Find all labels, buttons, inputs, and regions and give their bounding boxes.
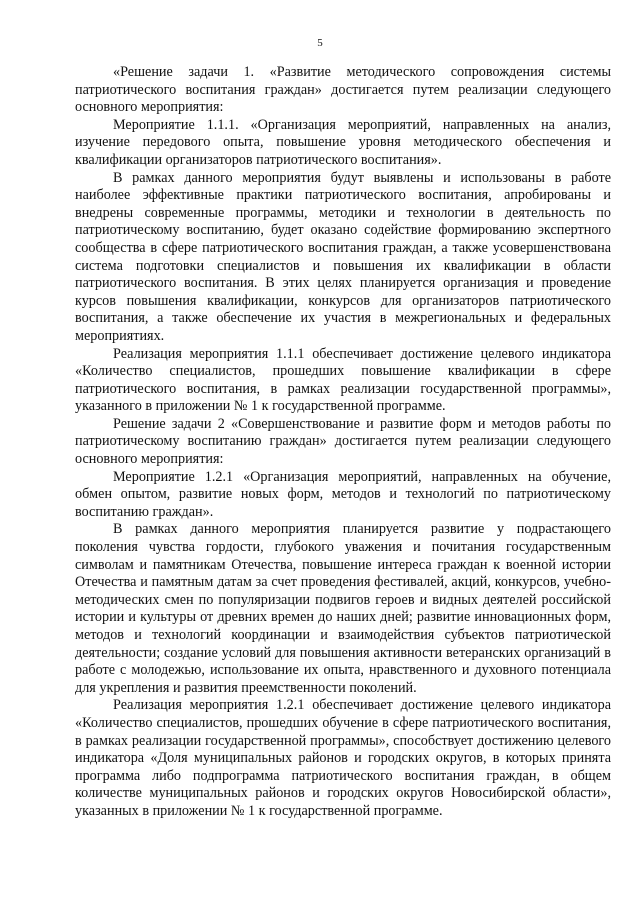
paragraph-task-1-intro: «Решение задачи 1. «Развитие методического сопровождения системы патриотического воспитания граждан» достигается путем реализации следующего основного мероприятия:	[75, 64, 611, 116]
document-body	[75, 64, 611, 821]
paragraph-measure-1-2-1: Мероприятие 1.2.1 «Организация мероприятий, направленных на обучение, обмен опытом, развитие новых форм, методов и технологий по патриотическому воспитанию граждан».	[75, 468, 611, 520]
paragraph-measure-1-2-1-indicator: Реализация мероприятия 1.2.1 обеспечивает достижение целевого индикатора «Количество специалистов, прошедших обучение в сфере патриотического воспитания, в рамках реализации государственной программы», способствует достижению целевого индикатора «Доля муниципальных районов и городских округов, в которых принята программа либо подпрограмма патриотического воспитания граждан, в общем количестве муниципальных районов и городских округов Новосибирской области», указанных в приложении № 1 к государственной программе.	[75, 697, 611, 819]
paragraph-measure-1-2-1-details: В рамках данного мероприятия планируется развитие у подрастающего поколения чувства гордости, глубокого уважения и почитания государственным символам и памятникам Отечества, повышение интереса граждан к военной истории Отечества и памятным датам за счет проведения фестивалей, акций, конкурсов, учебно-методических смен по популяризации подвигов героев и видных деятелей российской истории и культуры от древних времен до наших дней; развитие инновационных форм, методов и технологий координации и взаимодействия субъектов патриотической деятельности; создание условий для повышения активности ветеранских организаций в работе с молодежью, использование их опыта, нравственного и духовного потенциала для укрепления и развития преемственности поколений.	[75, 521, 611, 696]
paragraph-measure-1-1-1-indicator: Реализация мероприятия 1.1.1 обеспечивает достижение целевого индикатора «Количество специалистов, прошедших повышение квалификации в сфере патриотического воспитания, в рамках реализации государственной программы», указанного в приложении № 1 к государственной программе.	[75, 345, 611, 415]
paragraph-task-2-intro: Решение задачи 2 «Совершенствование и развитие форм и методов работы по патриотическому воспитанию граждан» достигается путем реализации следующего основного мероприятия:	[75, 415, 611, 468]
paragraph-measure-1-1-1-details: В рамках данного мероприятия будут выявлены и использованы в работе наиболее эффективные практики патриотического воспитания, апробированы и внедрены современные программы, методики и технологии в деятельность по патриотическому воспитанию, будет оказано содействие формированию экспертного сообщества в сфере патриотического воспитания граждан, а также усовершенствована система подготовки специалистов и повышения их квалификации в области патриотического воспитания. В этих целях планируется организация и проведение курсов повышения квалификации, конкурсов для организаторов патриотического воспитания, а также обеспечение их участия в межрегиональных и федеральных мероприятиях.	[75, 169, 611, 344]
paragraph-measure-1-1-1: Мероприятие 1.1.1. «Организация мероприятий, направленных на анализ, изучение передового опыта, повышение уровня методического обеспечения и квалификации организаторов патриотического воспитания».	[75, 116, 611, 168]
page-number: 5	[317, 37, 323, 49]
